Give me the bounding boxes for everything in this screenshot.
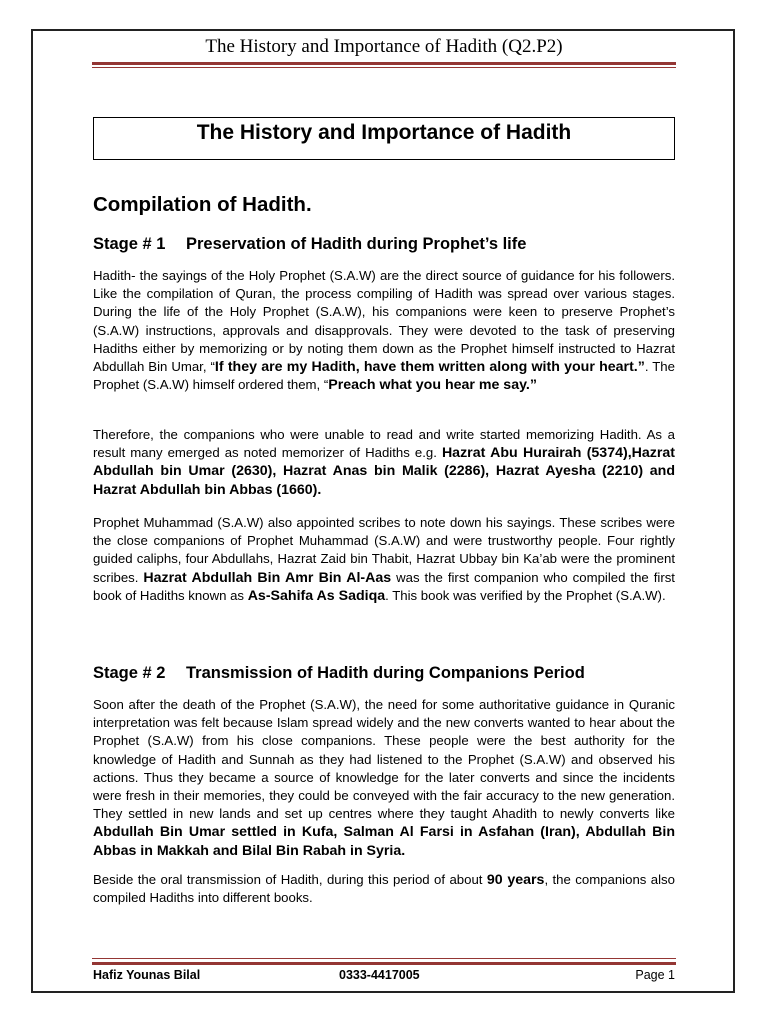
emphasis-name: Hazrat Abdullah Bin Amr Bin Al-Aas [143, 569, 392, 586]
stage-1-paragraph-2 [93, 426, 675, 499]
text-run: Soon after the death of the Prophet (S.A.W), the need for some authoritative guidance in Quranic interpretation was felt because Islam spread widely and the new converts wanted to hear about the Prophet (S.A.W) from his close companions. These people were the best authority for the knowledge of Hadith and Sunnah as they had listened to the Prophet (S.A.W) and observed his actions. Thus they became a source of knowledge for the later converts and since the incidents were fresh in their memories, they could be conveyed with the fair accuracy to the new generation. They settled in new lands and set up centres where they taught Ahadith to newly converts like [93, 697, 675, 822]
footer-author: Hafiz Younas Bilal [93, 968, 201, 982]
section-heading: Compilation of Hadith. [93, 193, 312, 216]
text-run: was the first companion who compiled the first book of Hadiths known as [93, 569, 675, 603]
header-rule-thick [92, 62, 676, 65]
header-rule-thin [92, 67, 676, 68]
text-run: . This book was verified by the Prophet (S.A.W). [385, 587, 666, 603]
emphasis-names: Hazrat Abu Hurairah (5374),Hazrat Abdullah bin Umar (2630), Hazrat Anas bin Malik (2286), Hazrat Ayesha (2210) and Hazrat Abdullah bin Abbas (1660). [93, 445, 676, 498]
text-run: , the companions also compiled Hadiths into different books. [93, 872, 675, 906]
emphasis-quote: If they are my Hadith, have them written along with your heart.” [214, 359, 645, 376]
stage-1-heading [93, 234, 526, 254]
text-run: . The Prophet (S.A.W) himself ordered them, “ [93, 359, 675, 393]
text-run: Beside the oral transmission of Hadith, during this period of about [93, 872, 487, 887]
text-run: Hadith- the sayings of the Holy Prophet (S.A.W) are the direct source of guidance for his followers. Like the compilation of Quran, the process compiling of Hadith was spread over various stages. During the life of the Holy Prophet (S.A.W), his companions were keen to preserve Prophet’s (S.A.W) instructions, approvals and disapprovals. They were devoted to the task of preserving Hadiths either by memorizing or by noting them down as the Prophet himself instructed to Hazrat Abdullah Bin Umar, “ [93, 268, 675, 375]
footer-rule-thin [92, 958, 676, 959]
stage-1-paragraph-3 [93, 514, 675, 605]
stage-2-number: Stage # 2 [93, 664, 166, 682]
emphasis-book: As-Sahifa As Sadiqa [247, 587, 386, 604]
emphasis-quote: Preach what you hear me say.” [328, 377, 537, 394]
footer-phone: 0333-4417005 [339, 968, 420, 982]
footer-rule-thick [92, 962, 676, 965]
stage-2-paragraph-1 [93, 696, 675, 860]
stage-2-heading [93, 663, 585, 683]
document-title: The History and Importance of Hadith [93, 117, 675, 160]
text-run: Prophet Muhammad (S.A.W) also appointed scribes to note down his sayings. These scribes were the close companions of Prophet Muhammad (S.A.W) and were trustworthy people. Four rightly guided caliphs, four Abdullahs, Hazrat Zaid bin Thabit, Hazrat Ubbay bin Ka’ab were the prominent scribes. [93, 515, 675, 585]
stage-1-paragraph-1 [93, 267, 675, 394]
stage-1-number: Stage # 1 [93, 235, 166, 253]
emphasis-names: Abdullah Bin Umar settled in Kufa, Salman Al Farsi in Asfahan (Iran), Abdullah Bin Abbas in Makkah and Bilal Bin Rabah in Syria. [93, 824, 675, 859]
running-header: The History and Importance of Hadith (Q2.P2) [205, 36, 563, 57]
text-run: Therefore, the companions who were unable to read and write started memorizing Hadith. As a result many emerged as noted memorizer of Hadiths e.g. [93, 427, 675, 461]
footer-page-number: Page 1 [635, 968, 675, 982]
stage-1-title: Preservation of Hadith during Prophet’s life [186, 235, 527, 253]
emphasis-duration: 90 years [486, 872, 545, 888]
stage-2-title: Transmission of Hadith during Companions Period [186, 664, 585, 682]
stage-2-paragraph-2 [93, 871, 675, 907]
